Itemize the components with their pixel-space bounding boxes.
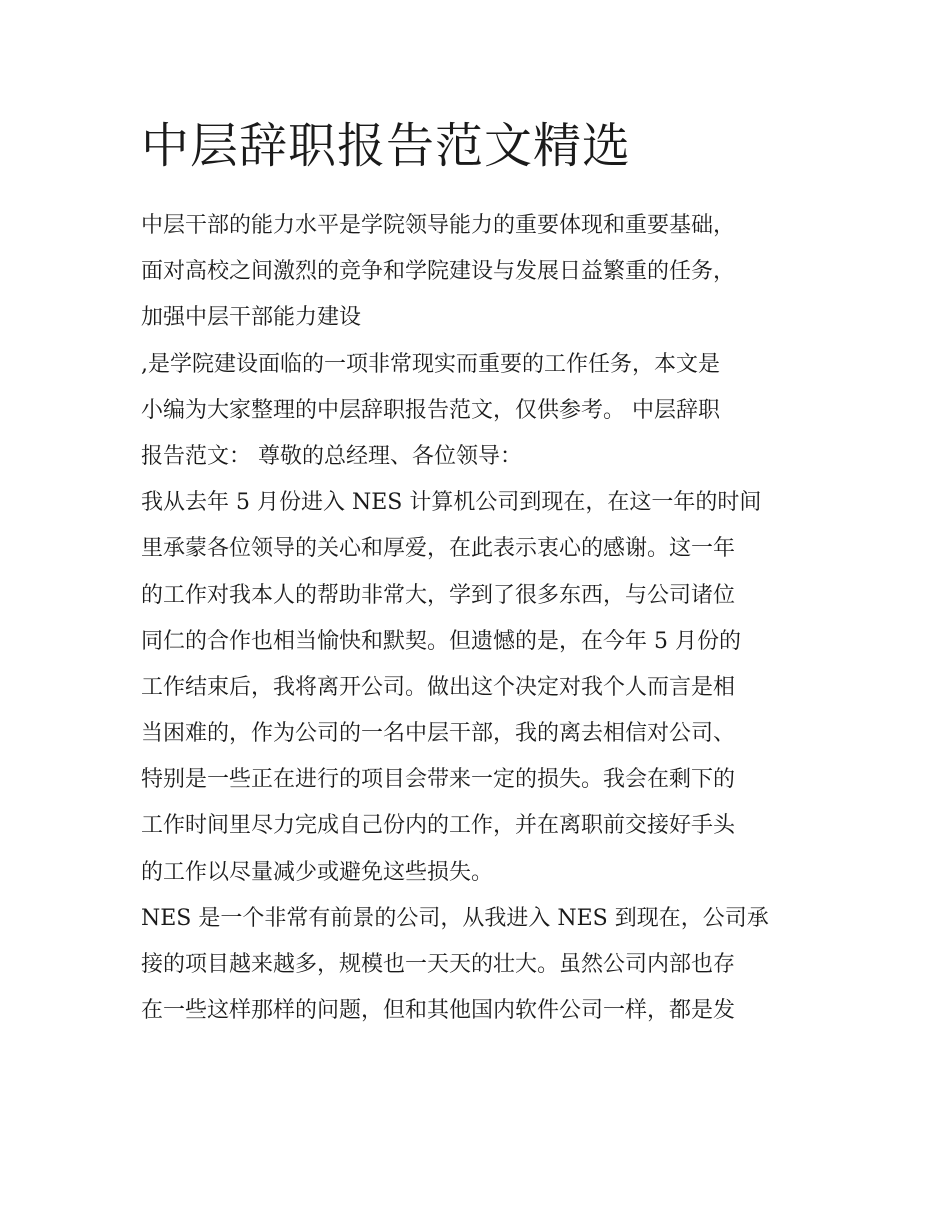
text-line: 工作结束后，我将离开公司。做出这个决定对我个人而言是相 (141, 674, 736, 700)
text-line: 我从去年 5 月份进入 NES 计算机公司到现在，在这一年的时间 (141, 490, 762, 516)
text-line: 接的项目越来越多，规模也一天天的壮大。虽然公司内部也存 (141, 952, 736, 977)
text-line: 在一些这样那样的问题，但和其他国内软件公司一样，都是发 (141, 998, 736, 1024)
text-line: 的工作以尽量减少或避免这些损失。 (141, 859, 494, 885)
text-line: ,是学院建设面临的一项非常现实而重要的工作任务，本文是 (141, 351, 720, 377)
text-line: 里承蒙各位领导的关心和厚爱，在此表示衷心的感谢。这一年 (141, 536, 736, 562)
text-line: 特别是一些正在进行的项目会带来一定的损失。我会在剩下的 (141, 767, 736, 793)
document-body (141, 203, 841, 1034)
text-line: 的工作对我本人的帮助非常大，学到了很多东西，与公司诸位 (141, 582, 736, 608)
text-line: NES 是一个非常有前景的公司，从我进入 NES 到现在，公司承 (141, 905, 769, 931)
text-line: 面对高校之间激烈的竞争和学院建设与发展日益繁重的任务， (141, 259, 736, 285)
text-line: 小编为大家整理的中层辞职报告范文，仅供参考。 中层辞职 (141, 397, 720, 423)
text-line: 工作时间里尽力完成自己份内的工作，并在离职前交接好手头 (141, 813, 736, 839)
text-line: 中层干部的能力水平是学院领导能力的重要体现和重要基础， (141, 213, 736, 238)
text-line: 同仁的合作也相当愉快和默契。但遗憾的是，在今年 5 月份的 (141, 628, 741, 654)
text-line: 加强中层干部能力建设 (141, 305, 362, 331)
text-line: 当困难的，作为公司的一名中层干部，我的离去相信对公司、 (141, 721, 736, 747)
document-title: 中层辞职报告范文精选 (141, 118, 632, 174)
text-line: 报告范文： 尊敬的总经理、各位领导： (141, 443, 522, 469)
